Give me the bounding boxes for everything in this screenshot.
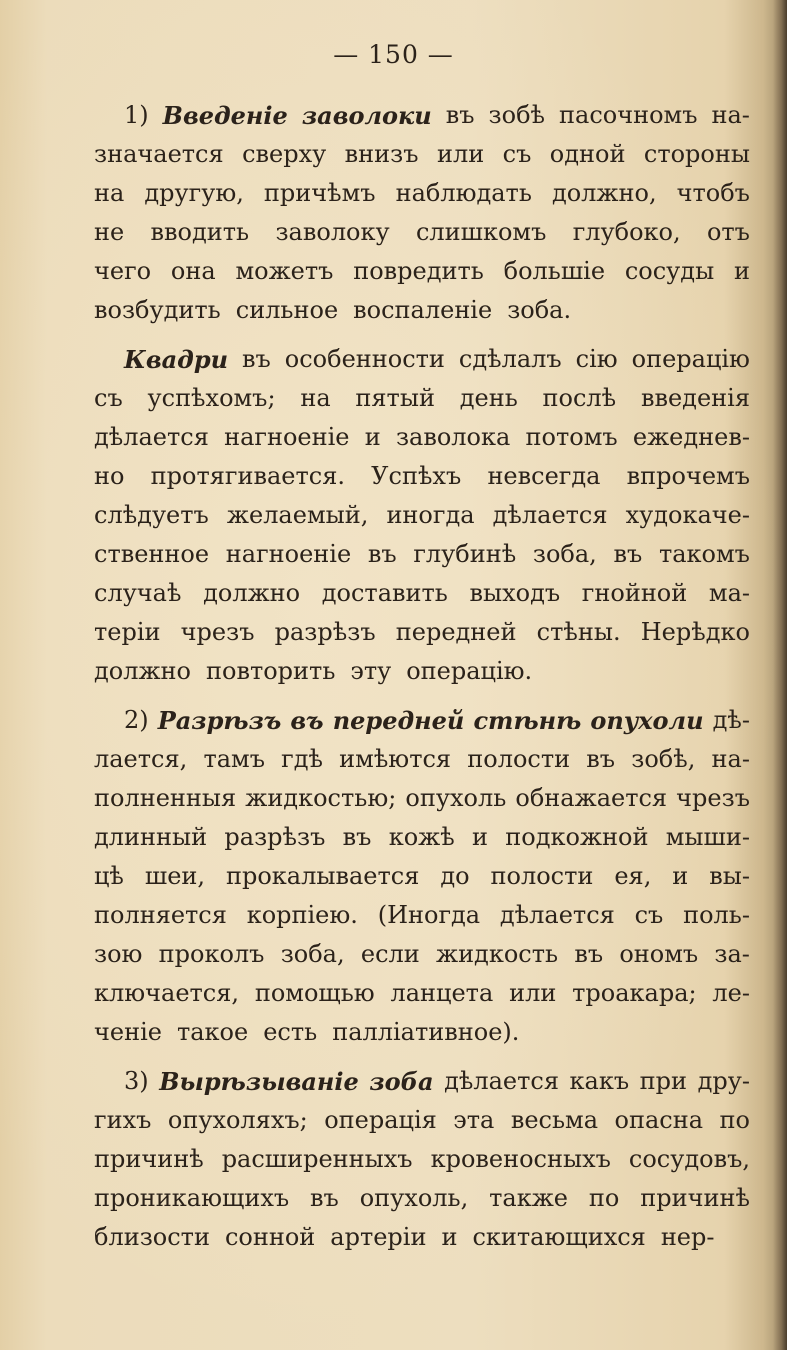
text-line: 1) Введеніе заволоки въ зобѣ пасочномъ на- [124,101,750,130]
text-line: теріи чрезъ разрѣзъ передней стѣны. Нерѣдко [94,618,750,646]
text-line: цѣ шеи, прокалывается до полости ея, и вы- [94,862,750,890]
paragraph [94,96,750,330]
text-line: слѣдуетъ желаемый, иногда дѣлается худокаче- [94,501,750,529]
text-line: лается, тамъ гдѣ имѣются полости въ зобѣ, на- [94,745,750,773]
text-line: гихъ опухоляхъ; операція эта весьма опасна по [94,1106,750,1134]
text-line: Квадри въ особенности сдѣлалъ сію операцію [124,345,750,374]
body-text [94,96,750,1267]
paragraph [94,701,750,1052]
text-line: не вводить заволоку слишкомъ глубоко, отъ [94,218,750,246]
text-line: значается сверху внизъ или съ одной стороны [94,140,750,168]
text-line: дѣлается нагноеніе и заволока потомъ ежеднев- [94,423,750,451]
text-line: на другую, причѣмъ наблюдать должно, чтобъ [94,179,750,207]
text-line: возбудить сильное воспаленіе зоба. [94,296,572,324]
text-line: съ успѣхомъ; на пятый день послѣ введенія [94,384,750,412]
text-line: ственное нагноеніе въ глубинѣ зоба, въ такомъ [94,540,750,568]
text-line: должно повторить эту операцію. [94,657,533,685]
text-line: случаѣ должно доставить выходъ гнойной ма- [94,579,750,607]
text-line: проникающихъ въ опухоль, также по причинѣ [94,1184,750,1212]
text-line: зою проколъ зоба, если жидкость въ ономъ за- [94,940,750,968]
page-edge-shadow [773,0,787,1350]
paragraph [94,340,750,691]
text-line: 2) Разрѣзъ въ передней стѣнѣ опухоли дѣ- [124,706,750,735]
page-number: — 150 — [333,40,454,69]
text-line: ченіе такое есть паллiативное). [94,1018,520,1046]
text-line: близости сонной артеріи и скитающихся нер- [94,1223,715,1251]
text-line: чего она можетъ повредить большіе сосуды и [94,257,750,285]
text-line: причинѣ расширенныхъ кровеносныхъ сосудовъ, [94,1145,750,1173]
paragraph [94,1062,750,1257]
text-line: полненныя жидкостью; опухоль обнажается чрезъ [94,784,750,812]
text-line: ключается, помощью ланцета или троакара; ле- [94,979,750,1007]
text-line: 3) Вырѣзываніе зоба дѣлается какъ при дру- [124,1067,750,1096]
text-line: но протягивается. Успѣхъ невсегда впрочемъ [94,462,750,490]
text-line: полняется корпіею. (Иногда дѣлается съ поль- [94,901,750,929]
text-line: длинный разрѣзъ въ кожѣ и подкожной мыши- [94,823,750,851]
